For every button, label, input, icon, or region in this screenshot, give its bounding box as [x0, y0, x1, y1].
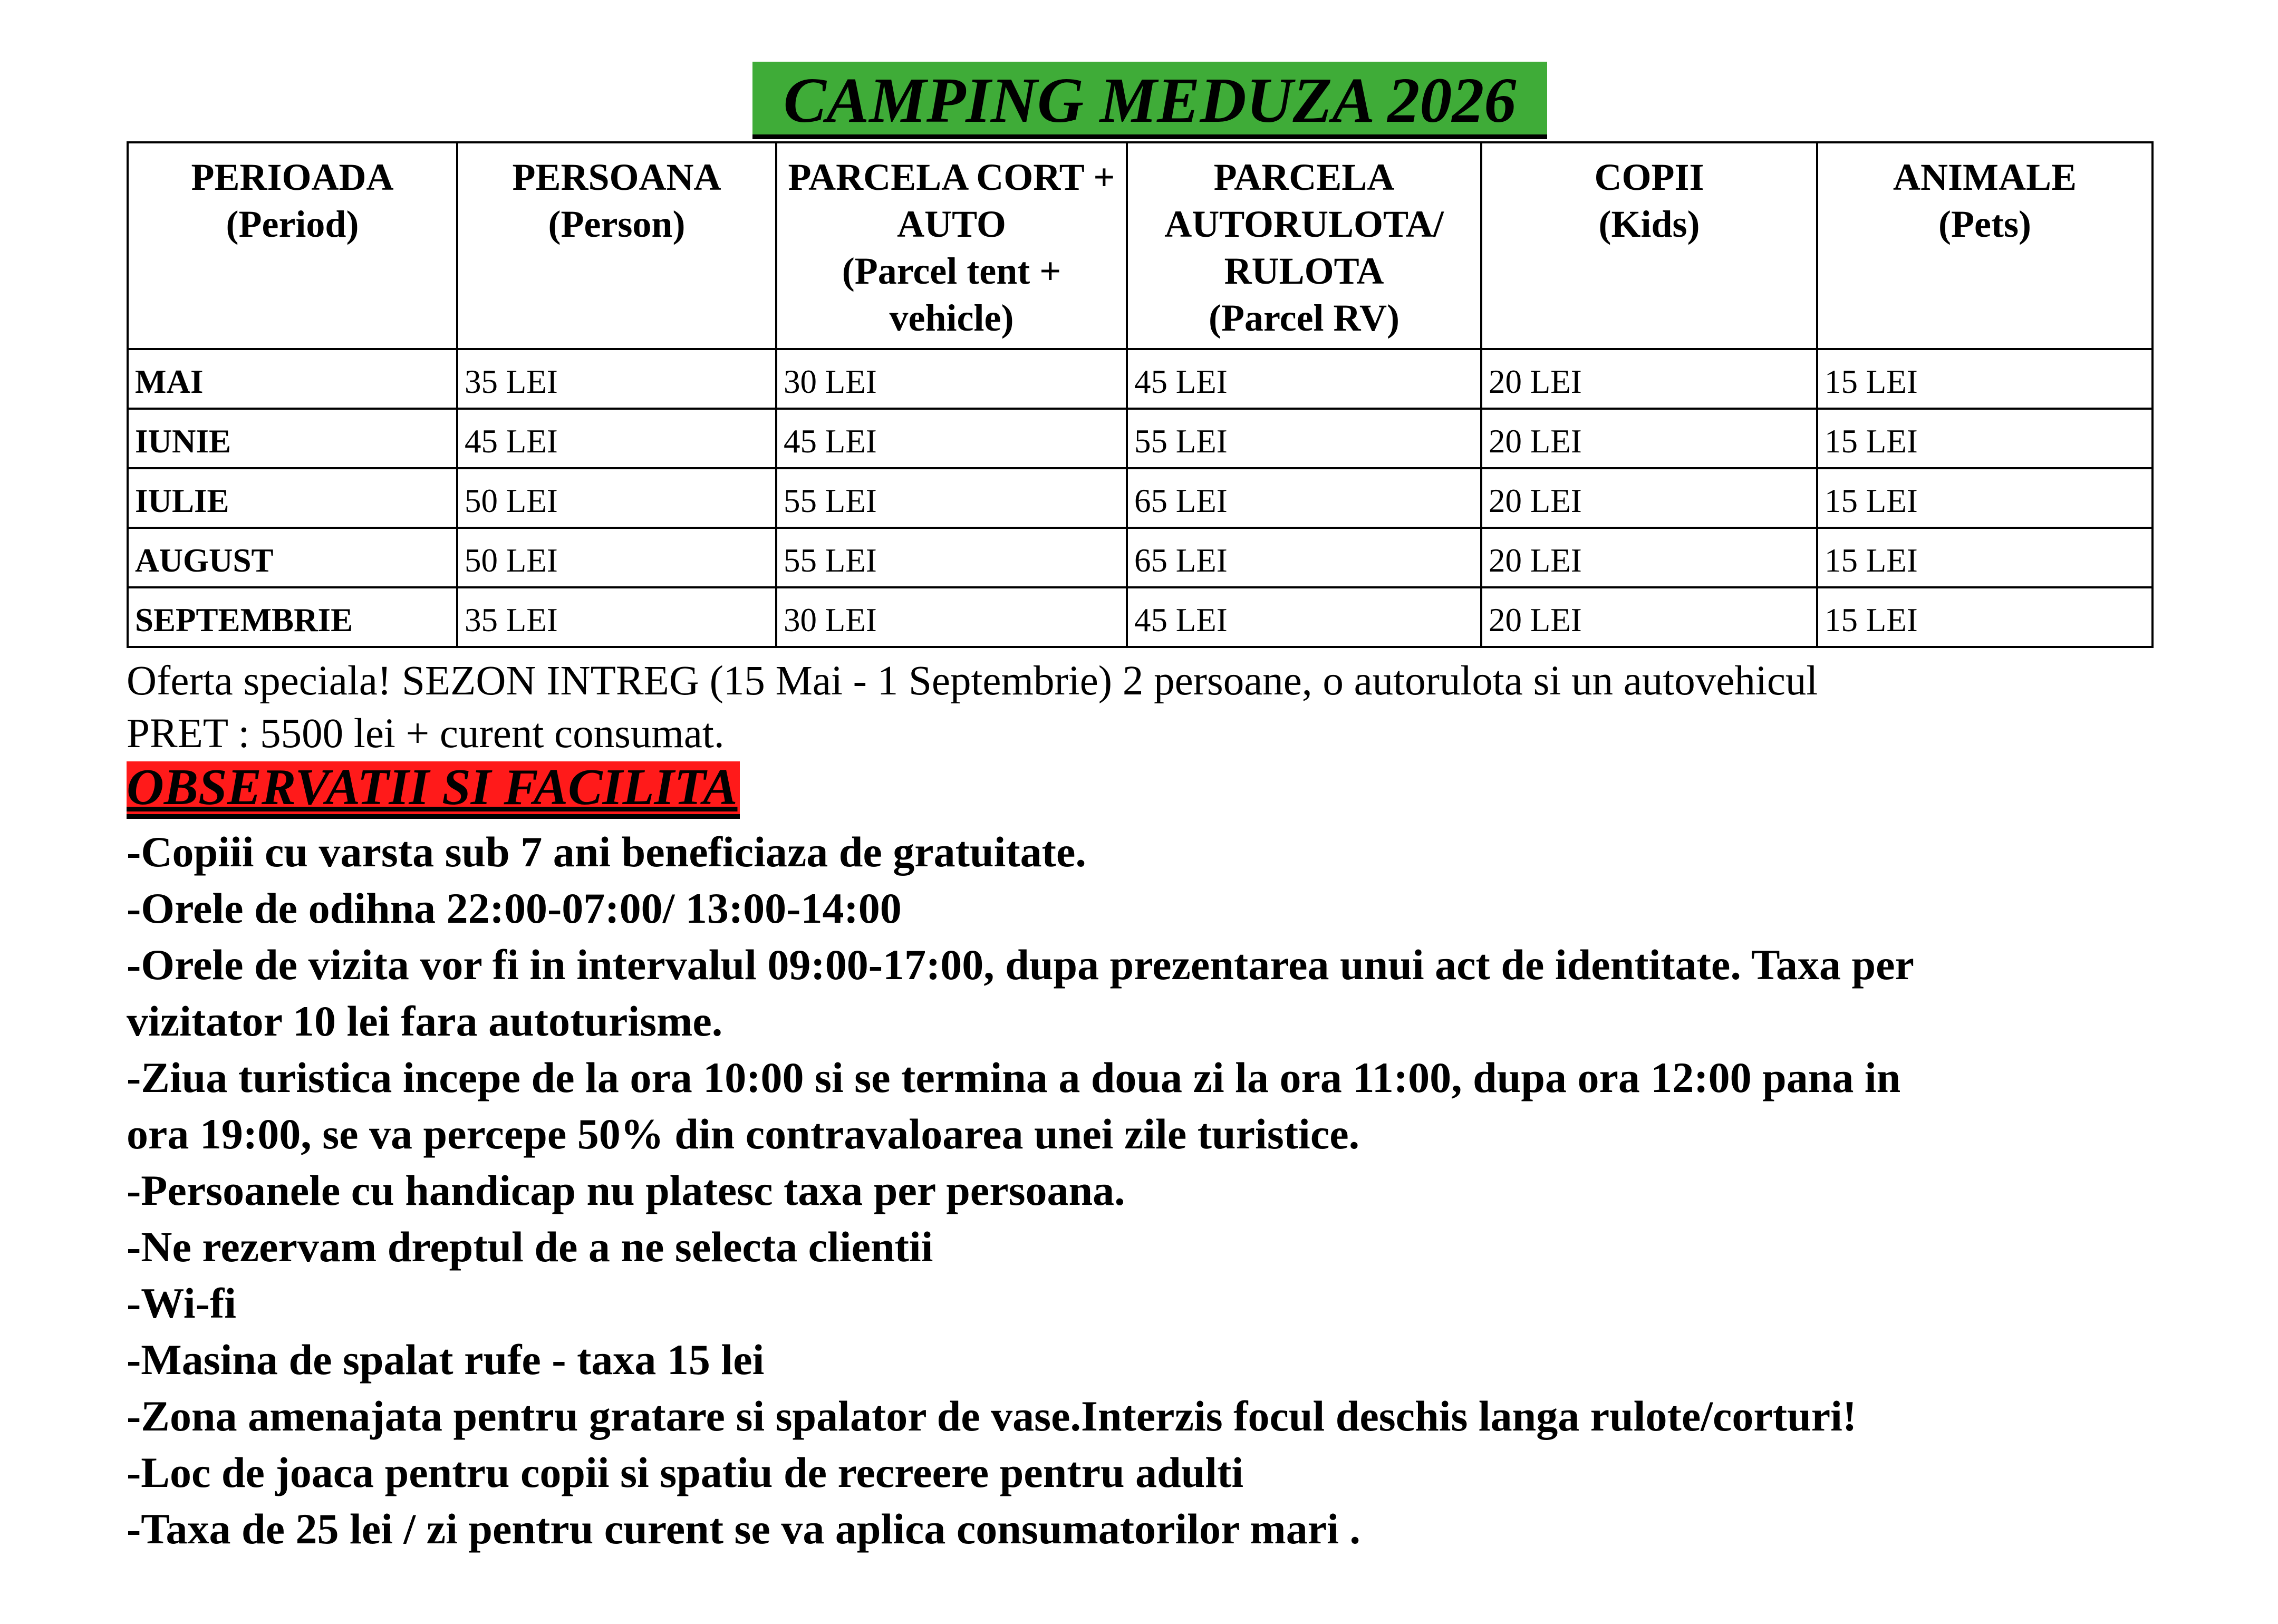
- special-offer-line: Oferta speciala! SEZON INTREG (15 Mai - 1 Septembrie) 2 persoane, o autorulota si un autovehicul: [127, 658, 1818, 704]
- price-table: [127, 141, 2154, 648]
- tent-price-cell: 55 LEI: [776, 528, 1127, 587]
- header-person: PERSOANA (Person): [457, 142, 776, 349]
- list-item: ora 19:00, se va percepe 50% din contravaloarea unei zile turistice.: [127, 1110, 1360, 1158]
- special-offer: [127, 655, 2173, 760]
- person-price-cell: 35 LEI: [457, 587, 776, 647]
- list-item: -Persoanele cu handicap nu platesc taxa per persoana.: [127, 1166, 1125, 1214]
- rv-price-cell: 45 LEI: [1127, 587, 1481, 647]
- observations-title: OBSERVATII SI FACILITA: [127, 761, 740, 814]
- kids-price-cell: 20 LEI: [1481, 468, 1817, 528]
- special-offer-price: PRET : 5500 lei + curent consumat.: [127, 711, 725, 757]
- period-cell: IUNIE: [128, 409, 457, 468]
- person-price-cell: 50 LEI: [457, 468, 776, 528]
- pets-price-cell: 15 LEI: [1817, 528, 2152, 587]
- table-row: [128, 587, 2152, 647]
- observations-list: [127, 824, 2183, 1557]
- header-period: PERIOADA (Period): [128, 142, 457, 349]
- tent-price-cell: 30 LEI: [776, 349, 1127, 409]
- rv-price-cell: 45 LEI: [1127, 349, 1481, 409]
- observations-banner: [127, 759, 740, 819]
- kids-price-cell: 20 LEI: [1481, 587, 1817, 647]
- list-item: -Ziua turistica incepe de la ora 10:00 si se termina a doua zi la ora 11:00, dupa ora 12:00 pana in: [127, 1053, 1901, 1101]
- list-item: -Wi-fi: [127, 1279, 237, 1327]
- period-cell: MAI: [128, 349, 457, 409]
- kids-price-cell: 20 LEI: [1481, 349, 1817, 409]
- rv-price-cell: 65 LEI: [1127, 468, 1481, 528]
- list-item: -Orele de vizita vor fi in intervalul 09:00-17:00, dupa prezentarea unui act de identitate. Taxa per: [127, 941, 1914, 989]
- table-row: [128, 349, 2152, 409]
- header-parcel-tent: PARCELA CORT + AUTO (Parcel tent + vehicle): [776, 142, 1127, 349]
- pets-price-cell: 15 LEI: [1817, 349, 2152, 409]
- table-row: [128, 528, 2152, 587]
- list-item: -Orele de odihna 22:00-07:00/ 13:00-14:00: [127, 884, 902, 932]
- period-cell: IULIE: [128, 468, 457, 528]
- period-cell: SEPTEMBRIE: [128, 587, 457, 647]
- list-item: -Loc de joaca pentru copii si spatiu de recreere pentru adulti: [127, 1448, 1244, 1496]
- pets-price-cell: 15 LEI: [1817, 587, 2152, 647]
- header-kids: COPII (Kids): [1481, 142, 1817, 349]
- page-title: CAMPING MEDUZA 2026: [783, 65, 1517, 136]
- rv-price-cell: 55 LEI: [1127, 409, 1481, 468]
- list-item: -Copiii cu varsta sub 7 ani beneficiaza de gratuitate.: [127, 828, 1086, 876]
- table-header-row: [128, 142, 2152, 349]
- table-row: [128, 409, 2152, 468]
- person-price-cell: 50 LEI: [457, 528, 776, 587]
- pets-price-cell: 15 LEI: [1817, 468, 2152, 528]
- period-cell: AUGUST: [128, 528, 457, 587]
- tent-price-cell: 45 LEI: [776, 409, 1127, 468]
- list-item: -Masina de spalat rufe - taxa 15 lei: [127, 1336, 765, 1384]
- rv-price-cell: 65 LEI: [1127, 528, 1481, 587]
- list-item: -Taxa de 25 lei / zi pentru curent se va aplica consumatorilor mari .: [127, 1505, 1360, 1553]
- person-price-cell: 35 LEI: [457, 349, 776, 409]
- list-item: -Ne rezervam dreptul de a ne selecta clientii: [127, 1223, 933, 1271]
- list-item: vizitator 10 lei fara autoturisme.: [127, 997, 723, 1045]
- tent-price-cell: 55 LEI: [776, 468, 1127, 528]
- header-pets: ANIMALE (Pets): [1817, 142, 2152, 349]
- pets-price-cell: 15 LEI: [1817, 409, 2152, 468]
- header-parcel-rv: PARCELA AUTORULOTA/ RULOTA (Parcel RV): [1127, 142, 1481, 349]
- table-row: [128, 468, 2152, 528]
- person-price-cell: 45 LEI: [457, 409, 776, 468]
- kids-price-cell: 20 LEI: [1481, 528, 1817, 587]
- list-item: -Zona amenajata pentru gratare si spalator de vase.Interzis focul deschis langa rulote/corturi!: [127, 1392, 1857, 1440]
- kids-price-cell: 20 LEI: [1481, 409, 1817, 468]
- tent-price-cell: 30 LEI: [776, 587, 1127, 647]
- title-banner: [752, 62, 1547, 139]
